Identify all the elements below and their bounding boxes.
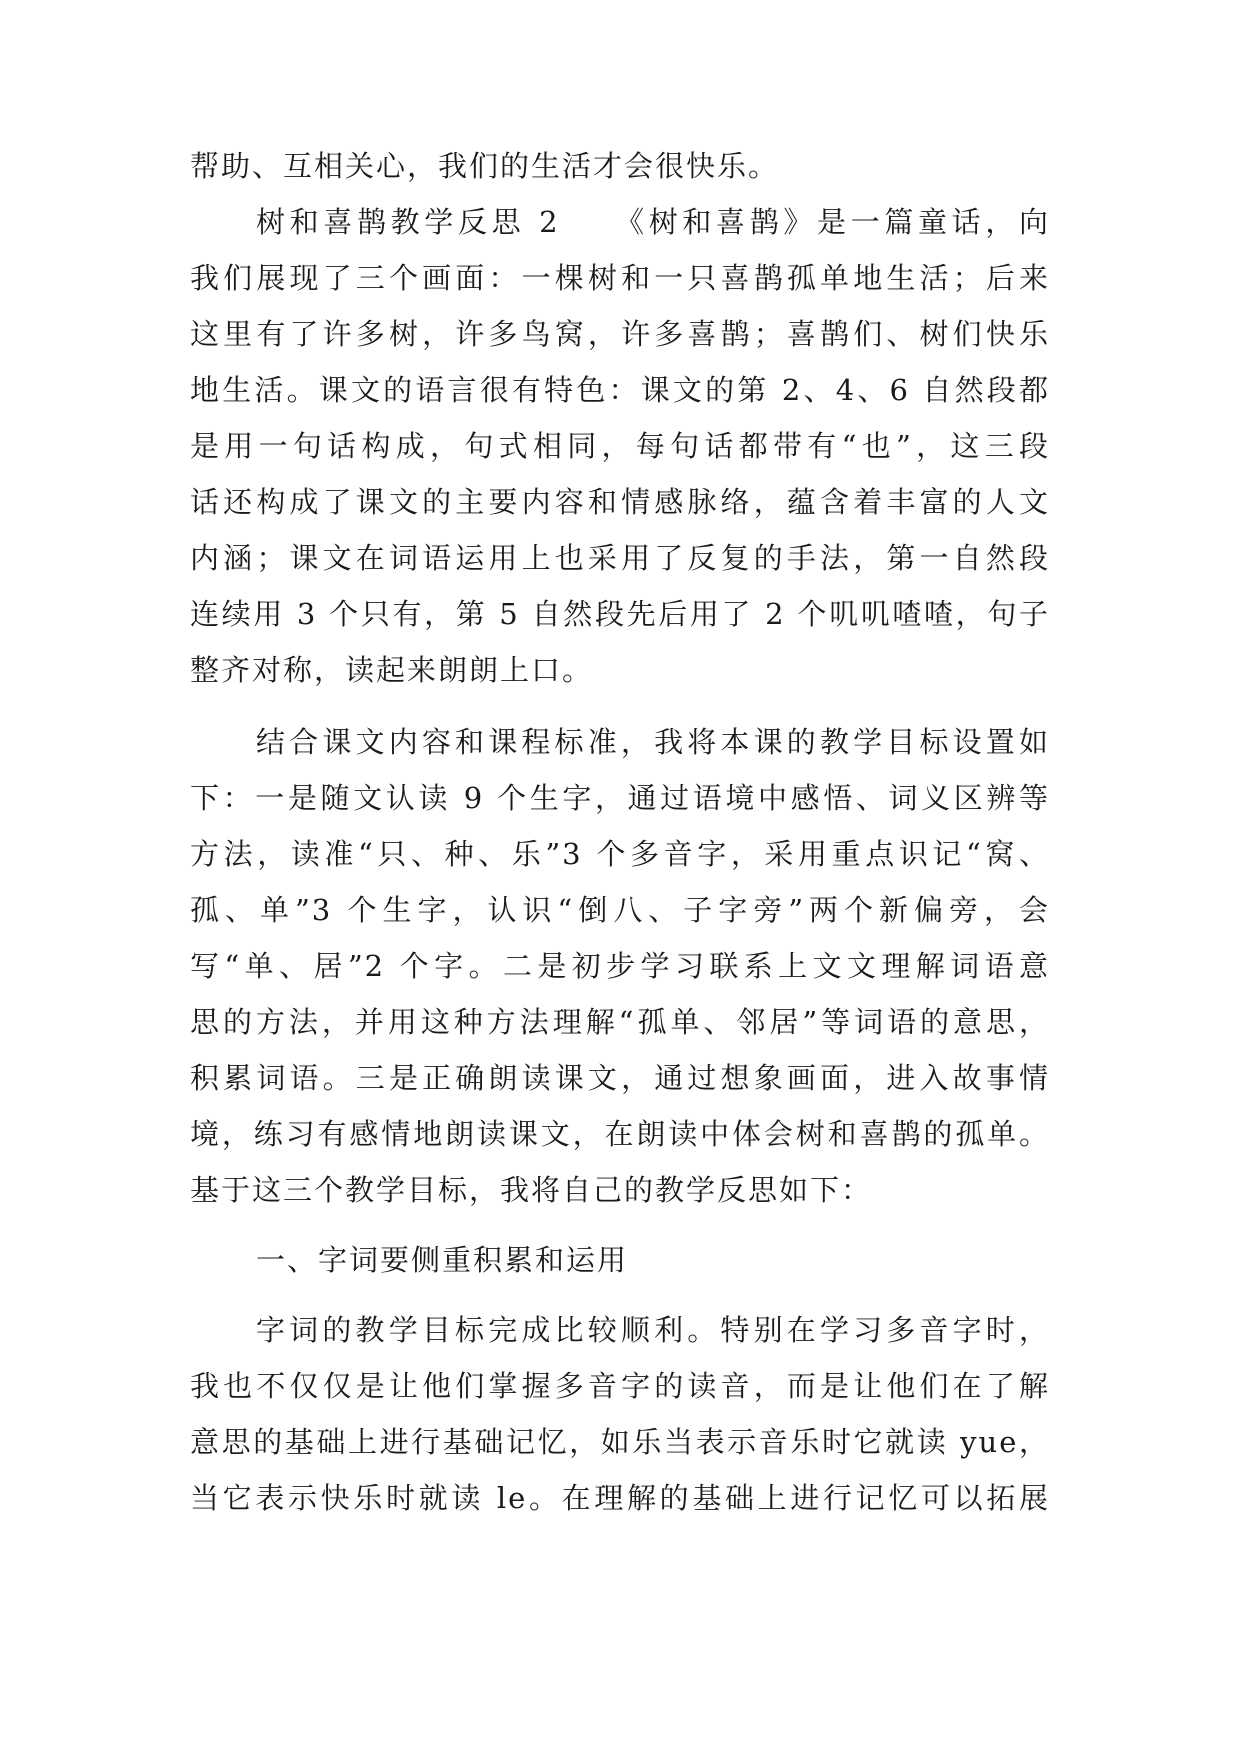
text-line: 意思的基础上进行基础记忆，如乐当表示音乐时它就读 yue，: [190, 1425, 1050, 1459]
text-line: 方法，读准“只、种、乐”3 个多音字，采用重点识记“窝、: [190, 837, 1050, 871]
text-line: 地生活。课文的语言很有特色：课文的第 2、4、6 自然段都: [190, 373, 1050, 407]
text-line: 下：一是随文认读 9 个生字，通过语境中感悟、词义区辨等: [190, 781, 1050, 815]
text-line: 孤、单”3 个生字，认识“倒八、子字旁”两个新偏旁，会: [190, 893, 1050, 927]
text-line: 字词的教学目标完成比较顺利。特别在学习多音字时，: [256, 1313, 1050, 1347]
text-line: 整齐对称，读起来朗朗上口。: [190, 653, 594, 687]
text-line: 这里有了许多树，许多鸟窝，许多喜鹊；喜鹊们、树们快乐: [190, 317, 1050, 351]
text-line: 我们展现了三个画面：一棵树和一只喜鹊孤单地生活；后来: [190, 261, 1050, 295]
text-line: 当它表示快乐时就读 le。在理解的基础上进行记忆可以拓展: [190, 1481, 1050, 1515]
text-line: 思的方法，并用这种方法理解“孤单、邻居”等词语的意思，: [190, 1005, 1050, 1039]
text-line: 话还构成了课文的主要内容和情感脉络，蕴含着丰富的人文: [190, 485, 1050, 519]
text-line: 写“单、居”2 个字。二是初步学习联系上文文理解词语意: [190, 949, 1050, 983]
text-line: 基于这三个教学目标，我将自己的教学反思如下：: [190, 1173, 873, 1207]
text-line: 内涵；课文在词语运用上也采用了反复的手法，第一自然段: [190, 541, 1050, 575]
text-line: 连续用 3 个只有，第 5 自然段先后用了 2 个叽叽喳喳，句子: [190, 597, 1050, 631]
text-line: 积累词语。三是正确朗读课文，通过想象画面，进入故事情: [190, 1061, 1050, 1095]
text-line: 帮助、互相关心，我们的生活才会很快乐。: [190, 149, 780, 183]
text-line: 树和喜鹊教学反思 2 《树和喜鹊》是一篇童话，向: [256, 205, 1050, 239]
section-heading: 一、字词要侧重积累和运用: [256, 1243, 629, 1277]
text-line: 境，练习有感情地朗读课文，在朗读中体会树和喜鹊的孤单。: [190, 1117, 1050, 1151]
text-line: 我也不仅仅是让他们掌握多音字的读音，而是让他们在了解: [190, 1369, 1050, 1403]
text-line: 是用一句话构成，句式相同，每句话都带有“也”，这三段: [190, 429, 1050, 463]
text-line: 结合课文内容和课程标准，我将本课的教学目标设置如: [256, 725, 1050, 759]
